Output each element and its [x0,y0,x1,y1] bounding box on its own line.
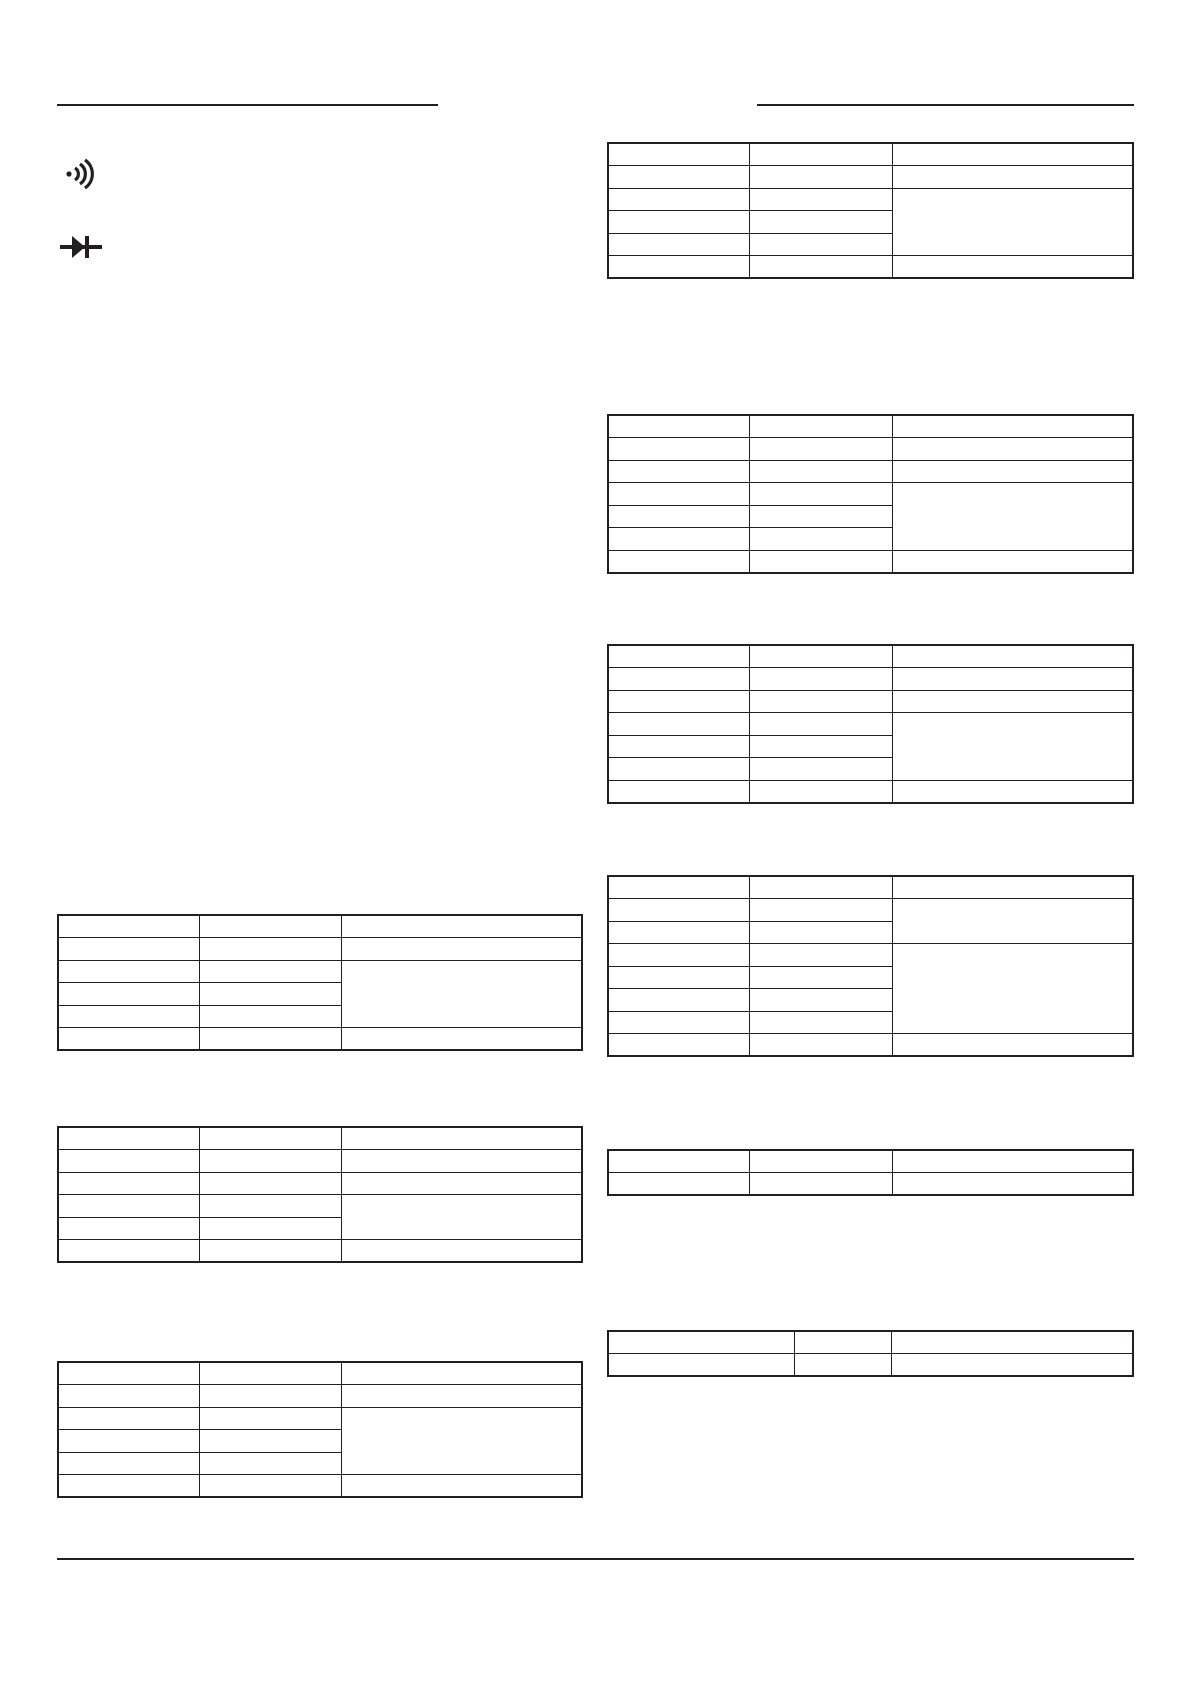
table-row [608,550,1133,573]
table-row [608,713,1133,736]
table-row [58,938,582,961]
table-row [58,1195,582,1218]
table-row [58,1127,582,1150]
table-row [58,1172,582,1195]
diode-icon [60,234,102,260]
table-6 [607,644,1134,804]
table-row [608,645,1133,668]
table-row [58,1385,582,1408]
table-row [608,1331,1133,1354]
table-2 [57,1126,583,1263]
table-7 [607,875,1134,1057]
footer-rule [57,1558,1134,1560]
table-row [608,780,1133,803]
table-row [58,1475,582,1498]
table-row [58,1150,582,1173]
table-row [608,415,1133,438]
table-9 [607,1330,1134,1377]
table-row [608,483,1133,506]
table-8 [607,1149,1134,1196]
header-rule-left [57,104,438,106]
table-3 [57,1361,583,1498]
table-5 [607,414,1134,574]
table-row [58,1362,582,1385]
table-row [608,899,1133,922]
table-row [58,1407,582,1430]
table-row [608,188,1133,211]
table-row [58,960,582,983]
table-row [608,1173,1133,1196]
table-row [608,460,1133,483]
table-row [608,1150,1133,1173]
table-4 [607,142,1134,279]
table-row [58,915,582,938]
table-1 [57,914,583,1051]
table-row [608,166,1133,189]
table-row [608,143,1133,166]
table-row [58,1240,582,1263]
table-row [608,1034,1133,1057]
continuity-beeper-icon [64,156,100,192]
table-row [608,944,1133,967]
header-rule-right [757,104,1134,106]
table-row [608,876,1133,899]
table-row [608,668,1133,691]
table-row [58,1028,582,1051]
table-row [608,256,1133,279]
table-row [608,690,1133,713]
table-row [608,1354,1133,1377]
table-row [608,438,1133,461]
